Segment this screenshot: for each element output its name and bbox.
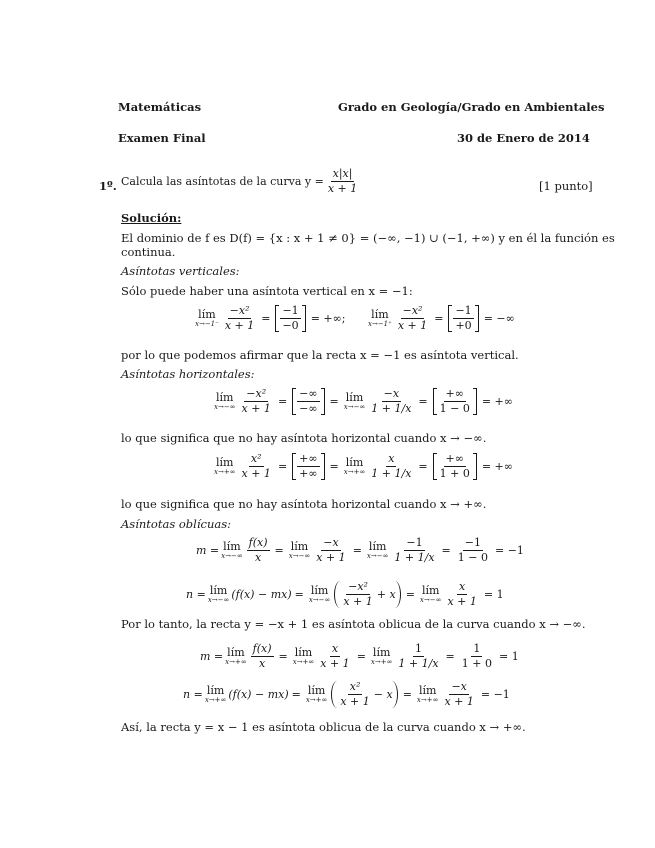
horizontal-conclusion-2: lo que significa que no hay asíntota horizontal cuando x → +∞. xyxy=(121,497,487,511)
curve-fraction xyxy=(326,168,359,195)
header-degree: Grado en Geología/Grado en Ambientales xyxy=(338,100,605,114)
problem-text: Calcula las asíntotas de la curva y = xyxy=(121,175,324,189)
header-exam: Examen Final xyxy=(118,131,206,145)
vertical-heading: Asíntotas verticales: xyxy=(121,264,240,278)
header-subject: Matemáticas xyxy=(118,100,202,114)
oblique-slope-plus-inf: m = lím x→+∞ $\frac{f(x)}{x}$ = lím x→+∞ $\frac{x}{x + 1}$ = lím x→+∞ $\frac{1}{1 + 1/x}$ = $\frac{1}{1 + 0}$ = 1 xyxy=(200,642,519,671)
limit-operator: lím x→−1⁺ xyxy=(368,308,392,329)
oblique-intercept-plus-inf: n = lím x→+∞ (f(x) − mx) = lím x→+∞ $\frac{\text{x²}}{x + 1}$ − x = lím x→+∞ $\frac{-x}{x + 1}$ = −1 xyxy=(183,680,510,709)
header-date: 30 de Enero de 2014 xyxy=(457,131,590,145)
domain-text-2: continua. xyxy=(121,245,176,259)
oblique-conclusion-1: Por lo tanto, la recta y = −x + 1 es asíntota oblicua de la curva cuando x → −∞. xyxy=(121,617,586,631)
oblique-slope-minus-inf: m = lím x→−∞ $\frac{f(x)}{x}$ = lím x→−∞ $\frac{-x}{x + 1}$ = lím x→−∞ $\frac{-1}{1 + 1/x}$ = $\frac{-1}{1 - 0}$ = −1 xyxy=(196,536,524,565)
horizontal-limit-minus-inf: lím x→−∞ $\frac{\text{−x²}}{x + 1}$ = $\frac{-\infty}{-\infty}$ = lím x→−∞ $\frac{-x}{1 + 1/x}$ = $\frac{+\infty}{1 - 0}$ = +∞ xyxy=(214,387,513,416)
horizontal-conclusion-1: lo que significa que no hay asíntota horizontal cuando x → −∞. xyxy=(121,431,487,445)
bracket: $\frac{-1}{+0}$ xyxy=(448,305,478,332)
problem-number: 1º. xyxy=(99,179,117,193)
solution-heading: Solución: xyxy=(121,211,182,225)
horizontal-heading: Asíntotas horizontales: xyxy=(121,367,255,381)
problem-statement xyxy=(121,168,361,195)
vertical-limit-right: lím x→−1⁺ $\frac{\text{−x²}}{x + 1}$ = $\frac{-1}{+0}$ = −∞ xyxy=(368,304,515,333)
vertical-limit-left: lím x→−1⁻ $\frac{\text{−x²}}{x + 1}$ = $\frac{-1}{-0}$ = +∞; xyxy=(195,304,346,333)
curve-numerator: x|x| xyxy=(331,168,355,182)
problem-points: [1 punto] xyxy=(539,179,593,193)
oblique-intercept-minus-inf: n = lím x→−∞ (f(x) − mx) = lím x→−∞ $\frac{\text{−x²}}{x + 1}$ + x = lím x→−∞ $\frac{x}{x + 1}$ = 1 xyxy=(186,580,504,609)
vertical-intro: Sólo puede haber una asíntota vertical en x = −1: xyxy=(121,284,413,298)
limit-operator: lím x→−1⁻ xyxy=(195,308,219,329)
domain-text: El dominio de f es D(f) = {x : x + 1 ≠ 0} = (−∞, −1) ∪ (−1, +∞) y en él la función es xyxy=(121,231,615,245)
vertical-conclusion: por lo que podemos afirmar que la recta x = −1 es asíntota vertical. xyxy=(121,348,519,362)
oblique-heading: Asíntotas oblícuas: xyxy=(121,517,231,531)
horizontal-limit-plus-inf: lím x→+∞ $\frac{\text{x²}}{x + 1}$ = $\frac{+\infty}{+\infty}$ = lím x→+∞ $\frac{x}{1 + 1/x}$ = $\frac{+\infty}{1 + 0}$ = +∞ xyxy=(214,452,513,481)
curve-denominator: x + 1 xyxy=(327,182,358,196)
oblique-conclusion-2: Así, la recta y = x − 1 es asíntota oblicua de la curva cuando x → +∞. xyxy=(121,720,526,734)
bracket: $\frac{-1}{-0}$ xyxy=(275,305,305,332)
